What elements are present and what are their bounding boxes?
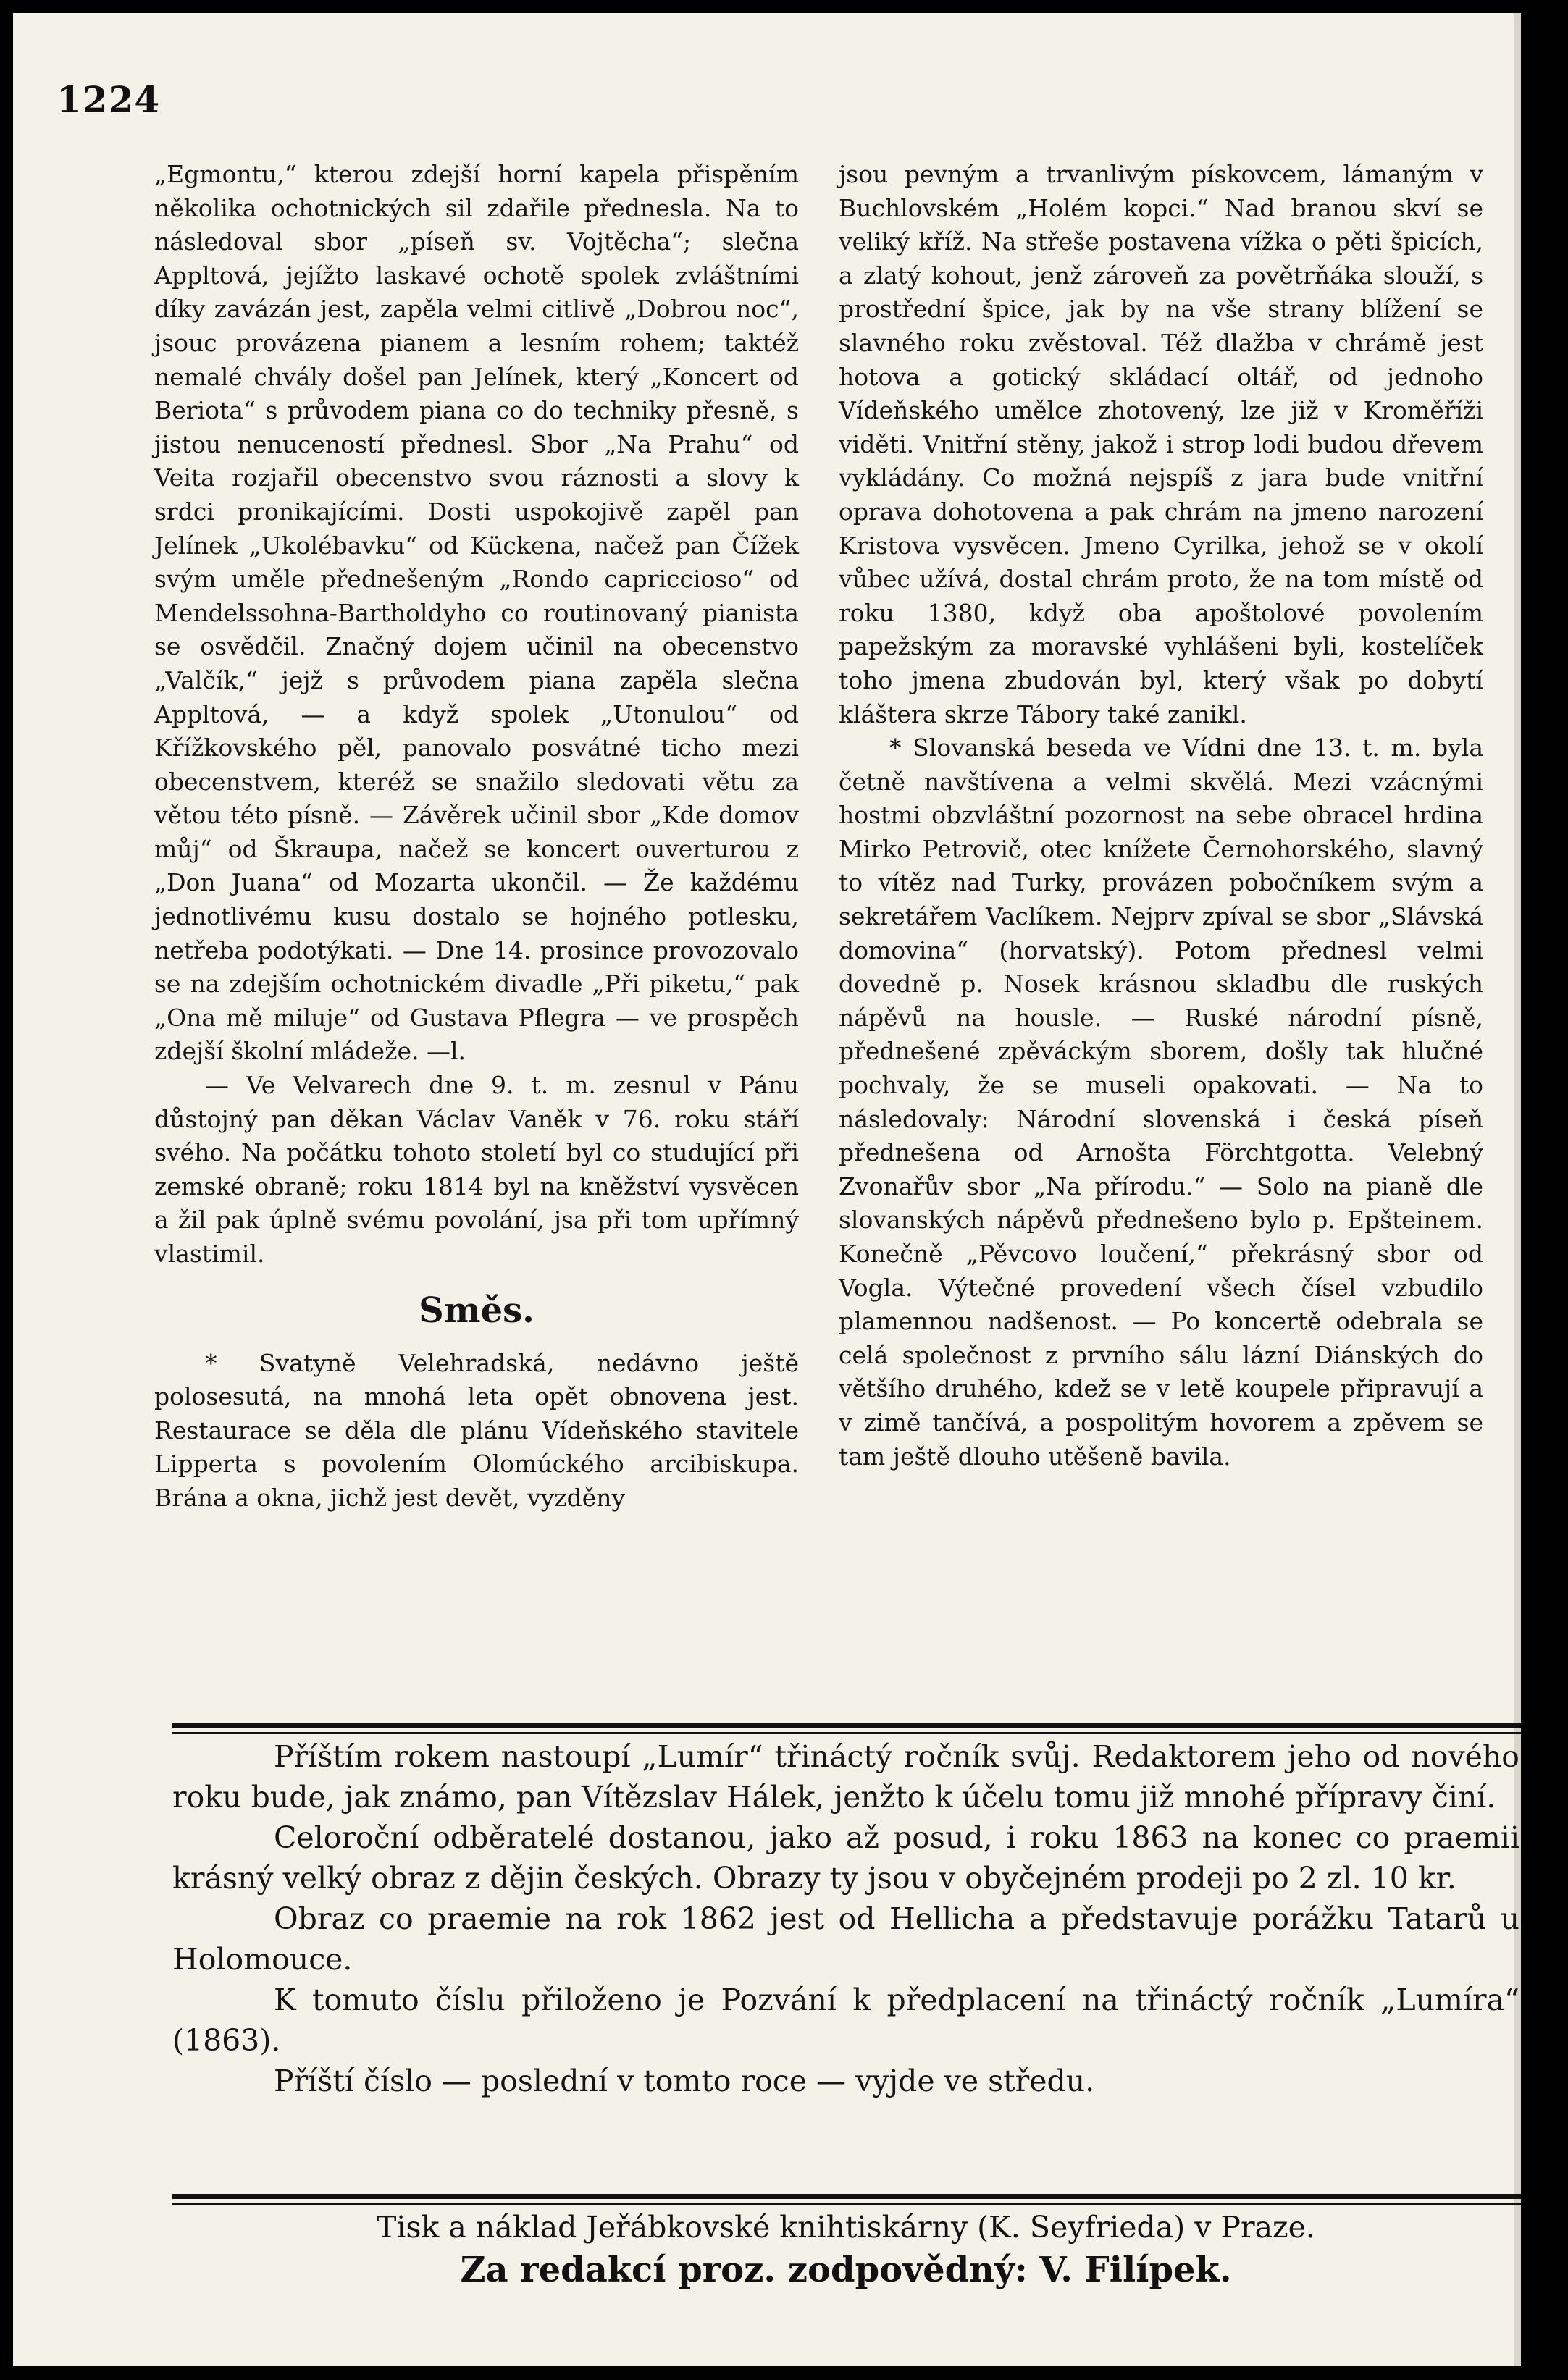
announcement-block: [172, 1736, 1519, 2101]
imprint: [172, 2207, 1519, 2292]
announcement-paragraph: K tomuto číslu přiloženo je Pozvání k předplacení na třináctý ročník „Lumíra“ (1863).: [172, 1982, 1519, 2058]
editor-line: Za redakcí proz. zodpovědný: V. Filípek.: [460, 2250, 1232, 2290]
printer-line: Tisk a náklad Jeřábkovské knihtiskárny (K. Seyfrieda) v Praze.: [377, 2210, 1315, 2245]
divider-rule: [172, 1732, 1521, 1734]
announcement-paragraph: Příštím rokem nastoupí „Lumír“ třináctý ročník svůj. Redaktorem jeho od nového roku bude, jak známo, pan Vítězslav Hálek, jenžto k účelu tomu již mnohé přípravy činí.: [172, 1739, 1519, 1815]
slavic-society-paragraph: * Slovanská beseda ve Vídni dne 13. t. m. byla četně navštívena a velmi skvělá. Mezi vzácnými hostmi obzvláštní pozornost na sebe obracel hrdina Mirko Petrovič, otec knížete Černohorského, slavný to vítěz nad Turky, provázen pobočníkem svým a sekretářem Vaclíkem. Nejprv zpíval se sbor „Slávská domovina“ (horvatský). Potom přednesl velmi dovedně p. Nosek krásnou skladbu dle ruských nápěvů na housle. — Ruské národní písně, přednešené zpěváckým sborem, došly tak hlučné pochvaly, že se museli opakovati. — Na to následovaly: Národní slovenská i česká píseň přednešena od Arnošta Förchtgotta. Velebný Zvonařův sbor „Na přírodu.“ — Solo na pianě dle slovanských nápěvů přednešeno bylo p. Epšteinem. Konečně „Pěvcovo loučení,“ překrásný sbor od Vogla. Výtečné provedení všech čísel vzbudilo plamennou nadšenost. — Po koncertě odebrala se celá společnost z prvního sálu lázní Diánských do většího druhého, kdež se v letě koupele připravují a v zimě tančívá, a pospolitým hovorem a zpěvem se tam ještě dlouho utěšeně bavila.: [839, 733, 1483, 1471]
announcement-paragraph: Obraz co praemie na rok 1862 jest od Hellicha a představuje porážku Tatarů u Holomouce.: [172, 1901, 1519, 1977]
left-column: [154, 158, 799, 1515]
announcement-paragraph: Celoroční odběratelé dostanou, jako až posud, i roku 1863 na konec co praemii krásný velký obraz z dějin českých. Obrazy ty jsou v obyčejném prodeji po 2 zl. 10 kr.: [172, 1820, 1519, 1896]
obituary-paragraph: — Ve Velvarech dne 9. t. m. zesnul v Pánu důstojný pan děkan Václav Vaněk v 76. roku stáří svého. Na počátku tohoto století byl co studující při zemské obraně; roku 1814 byl na kněžství vysvěcen a žil pak úplně svému povolání, jsa při tom upřímný vlastimil.: [154, 1071, 799, 1268]
velehrad-paragraph: * Svatyně Velehradská, nedávno ještě polosesutá, na mnohá leta opět obnovena jest. Restaurace se děla dle plánu Vídeňského stavitele Lipperta s povolením Olomúckého arcibiskupa. Brána a okna, jichž jest devět, vyzděny: [154, 1348, 799, 1512]
announcement-paragraph: Příští číslo — poslední v tomto roce — vyjde ve středu.: [274, 2064, 1095, 2098]
divider-rule: [172, 2194, 1521, 2199]
newspaper-page: [13, 13, 1521, 2366]
page-number: 1224: [56, 78, 161, 121]
velehrad-continued-paragraph: jsou pevným a trvanlivým pískovcem, lámaným v Buchlovském „Holém kopci.“ Nad branou skví se veliký kříž. Na střeše postavena vížka o pěti špicích, a zlatý kohout, jenž zároveň za povětrňáka slouží, s prostřední špice, jak by na vše strany blížení se slavného roku zvěstoval. Též dlažba v chrámě jest hotova a gotický skládací oltář, od jednoho Vídeňského umělce zhotovený, lze již v Kroměříži viděti. Vnitřní stěny, jakož i strop lodi budou dřevem vykládány. Co možná nejspíš z jara bude vnitřní oprava dohotovena a pak chrám na jmeno narození Kristova vysvěcen. Jmeno Cyrilka, jehož se v okolí vůbec užívá, dostal chrám proto, že na tom místě od roku 1380, když oba apoštolové povolením papežským za moravské vyhlášeni byli, kostelíček toho jmena zbudován byl, který však po dobytí kláštera skrze Tábory také zanikl.: [839, 160, 1483, 728]
right-column: [839, 158, 1483, 1473]
divider-rule: [172, 2203, 1521, 2205]
divider-rule: [172, 1723, 1521, 1728]
section-heading: Směs.: [419, 1290, 534, 1331]
concert-report-paragraph: „Egmontu,“ kterou zdejší horní kapela přispěním několika ochotnických sil zdařile přednesla. Na to následoval sbor „píseň sv. Vojtěcha“; slečna Appltová, jejížto laskavé ochotě spolek zvláštními díky zavázán jest, zapěla velmi citlivě „Dobrou noc“, jsouc provázena pianem a lesním rohem; taktéž nemalé chvály došel pan Jelínek, který „Koncert od Beriota“ s průvodem piana co do techniky přesně, s jistou nenuceností přednesl. Sbor „Na Prahu“ od Veita rozjařil obecenstvo svou ráznosti a slovy k srdci pronikajícími. Dosti uspokojivě zapěl pan Jelínek „Ukolébavku“ od Kückena, načež pan Čížek svým uměle přednešeným „Rondo capriccioso“ od Mendelssohna-Bartholdyho co routinovaný pianista se osvědčil. Značný dojem učinil na obecenstvo „Valčík,“ jejž s průvodem piana zapěla slečna Appltová, — a když spolek „Utonulou“ od Křížkovského pěl, panovalo posvátné ticho mezi obecenstvem, kteréž se snažilo sledovati větu za větou této písně. — Závěrek učinil sbor „Kde domov můj“ od Škraupa, načež se koncert ouverturou z „Don Juana“ od Mozarta ukončil. — Že každému jednotlivému kusu dostalo se hojného potlesku, netřeba podotýkati. — Dne 14. prosince provozovalo se na zdejším ochotnickém divadle „Při piketu,“ pak „Ona mě miluje“ od Gustava Pflegra — ve prospěch zdejší školní mládeže. —l.: [154, 160, 799, 1066]
